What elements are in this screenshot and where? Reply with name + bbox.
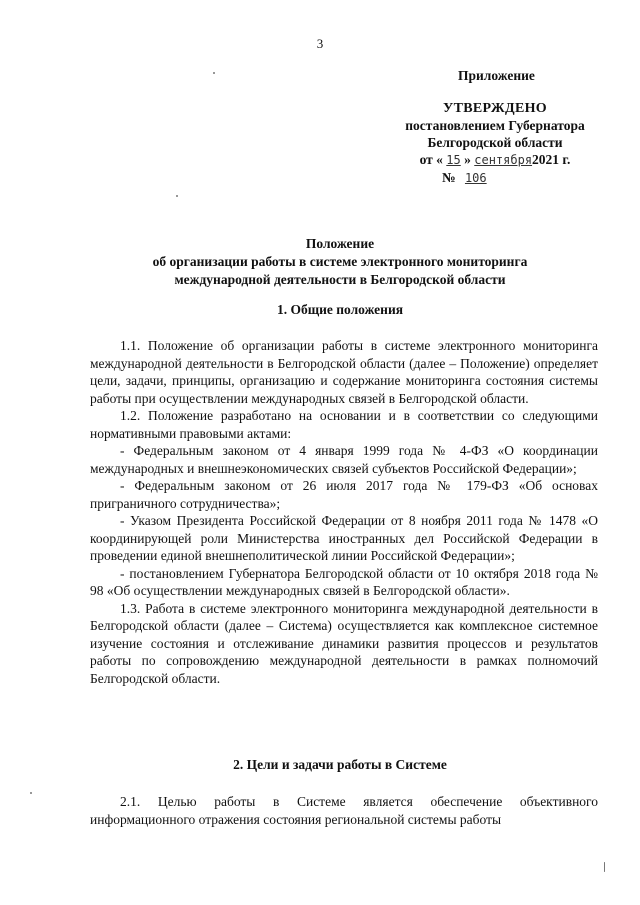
list-item-governor-98: - постановлением Губернатора Белгородской области от 10 октября 2018 года № 98 «Об осуществлении международных связей в Белгородской области». [90, 565, 598, 598]
annex-label: Приложение [458, 68, 535, 83]
section-1-body [90, 337, 598, 687]
date-year: 2021 г. [532, 152, 571, 167]
title-line-1: Положение [305, 236, 375, 251]
title-line-3: международной деятельности в Белгородской области [174, 272, 506, 287]
list-item-law-179fz: - Федеральным законом от 26 июля 2017 года № 179-ФЗ «Об основах приграничного сотрудничества»; [90, 478, 598, 511]
page-number: 3 [316, 36, 324, 51]
section-2-body [90, 793, 598, 828]
approval-number-line [380, 169, 610, 187]
paragraph-2-1: 2.1. Целью работы в Системе является обеспечение объективного информационного отражения состояния региональной системы работы [90, 794, 598, 827]
number-value-handwritten: 106 [464, 171, 487, 185]
paragraph-1-1: 1.1. Положение об организации работы в системе электронного мониторинга международной деятельности в Белгородской области (далее – Положение) определяет цели, задачи, принципы, организацию и содержание мониторинга состояния системы работы при осуществлении международных связей в Белгородской области. [90, 338, 598, 406]
approval-line-region: Белгородской области [427, 135, 563, 150]
scan-speck [213, 72, 215, 74]
scan-speck [176, 195, 178, 197]
section-1-heading: 1. Общие положения [276, 302, 404, 317]
approved-stamp-text: УТВЕРЖДЕНО [443, 101, 547, 116]
list-item-decree-1478: - Указом Президента Российской Федерации от 8 ноября 2011 года № 1478 «О координирующей роли Министерства иностранных дел Российской Федерации в проведении единой внешнеполитической линии Российской Федерации»; [90, 513, 598, 563]
approval-line-decree: постановлением Губернатора [405, 118, 585, 133]
date-prefix: от « [419, 152, 443, 167]
paragraph-1-2: 1.2. Положение разработано на основании и в соответствии со следующими нормативными правовыми актами: [90, 408, 598, 441]
scan-mark [604, 862, 605, 872]
date-day-handwritten: 15 [446, 153, 461, 167]
section-2-heading: 2. Цели и задачи работы в Системе [233, 757, 447, 772]
list-item-law-4fz: - Федеральным законом от 4 января 1999 года № 4-ФЗ «О координации международных и внешнеэкономических связей субъектов Российской Федерации»; [90, 443, 598, 476]
title-line-2: об организации работы в системе электронного мониторинга [152, 254, 528, 269]
date-mid: » [464, 152, 471, 167]
approval-date-line [380, 151, 610, 169]
approval-block [380, 100, 610, 187]
date-month-handwritten: сентября [474, 153, 533, 167]
paragraph-1-3: 1.3. Работа в системе электронного мониторинга международной деятельности в Белгородской области (далее – Система) осуществляется как комплексное системное изучение состояния и отслеживание динамики развития процессов и результатов работы по сопровождению международной деятельности в рамках полномочий Белгородской области. [90, 600, 598, 686]
scan-speck [30, 792, 32, 794]
number-label: № [442, 170, 456, 185]
document-title [80, 235, 600, 289]
